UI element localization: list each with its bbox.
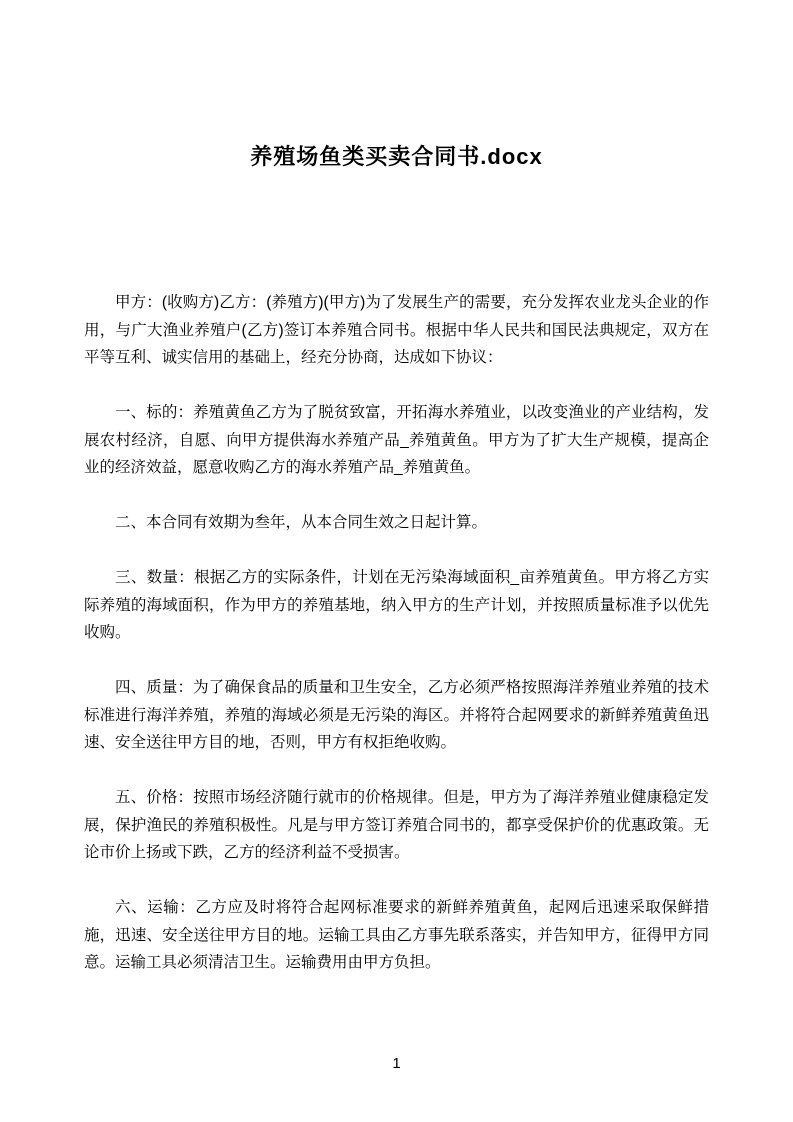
paragraph-clause-2-term: 二、本合同有效期为叁年，从本合同生效之日起计算。	[115, 514, 488, 531]
paragraph-clause-5-price: 五、价格：按照市场经济随行就市的价格规律。但是，甲方为了海洋养殖业健康稳定发展，保护渔民的养殖积极性。凡是与甲方签订养殖合同书的，都享受保护价的优惠政策。无论市价上扬或下跌，乙方的经济利益不受损害。	[84, 789, 709, 861]
page-number: 1	[392, 1055, 401, 1072]
paragraph-clause-3-quantity: 三、数量：根据乙方的实际条件，计划在无污染海域面积_亩养殖黄鱼。甲方将乙方实际养殖的海域面积，作为甲方的养殖基地，纳入甲方的生产计划，并按照质量标准予以优先收购。	[84, 569, 709, 641]
document-title: 养殖场鱼类买卖合同书.docx	[250, 144, 543, 169]
paragraph-clause-6-transport: 六、运输：乙方应及时将符合起网标准要求的新鲜养殖黄鱼，起网后迅速采取保鲜措施，迅速、安全送往甲方目的地。运输工具由乙方事先联系落实，并告知甲方，征得甲方同意。运输工具必须清洁卫生。运输费用由甲方负担。	[84, 899, 709, 971]
paragraph-clause-4-quality: 四、质量：为了确保食品的质量和卫生安全，乙方必须严格按照海洋养殖业养殖的技术标准进行海洋养殖，养殖的海域必须是无污染的海区。并将符合起网要求的新鲜养殖黄鱼迅速、安全送往甲方目的地，否则，甲方有权拒绝收购。	[84, 679, 709, 751]
paragraph-clause-1-subject: 一、标的：养殖黄鱼乙方为了脱贫致富，开拓海水养殖业，以改变渔业的产业结构，发展农村经济，自愿、向甲方提供海水养殖产品_养殖黄鱼。甲方为了扩大生产规模，提高企业的经济效益，愿意收购乙方的海水养殖产品_养殖黄鱼。	[84, 404, 709, 476]
paragraph-preamble: 甲方：(收购方)乙方：(养殖方)(甲方)为了发展生产的需要，充分发挥农业龙头企业的作用，与广大渔业养殖户(乙方)签订本养殖合同书。根据中华人民共和国民法典规定，双方在平等互利、诚实信用的基础上，经充分协商，达成如下协议：	[84, 294, 709, 366]
